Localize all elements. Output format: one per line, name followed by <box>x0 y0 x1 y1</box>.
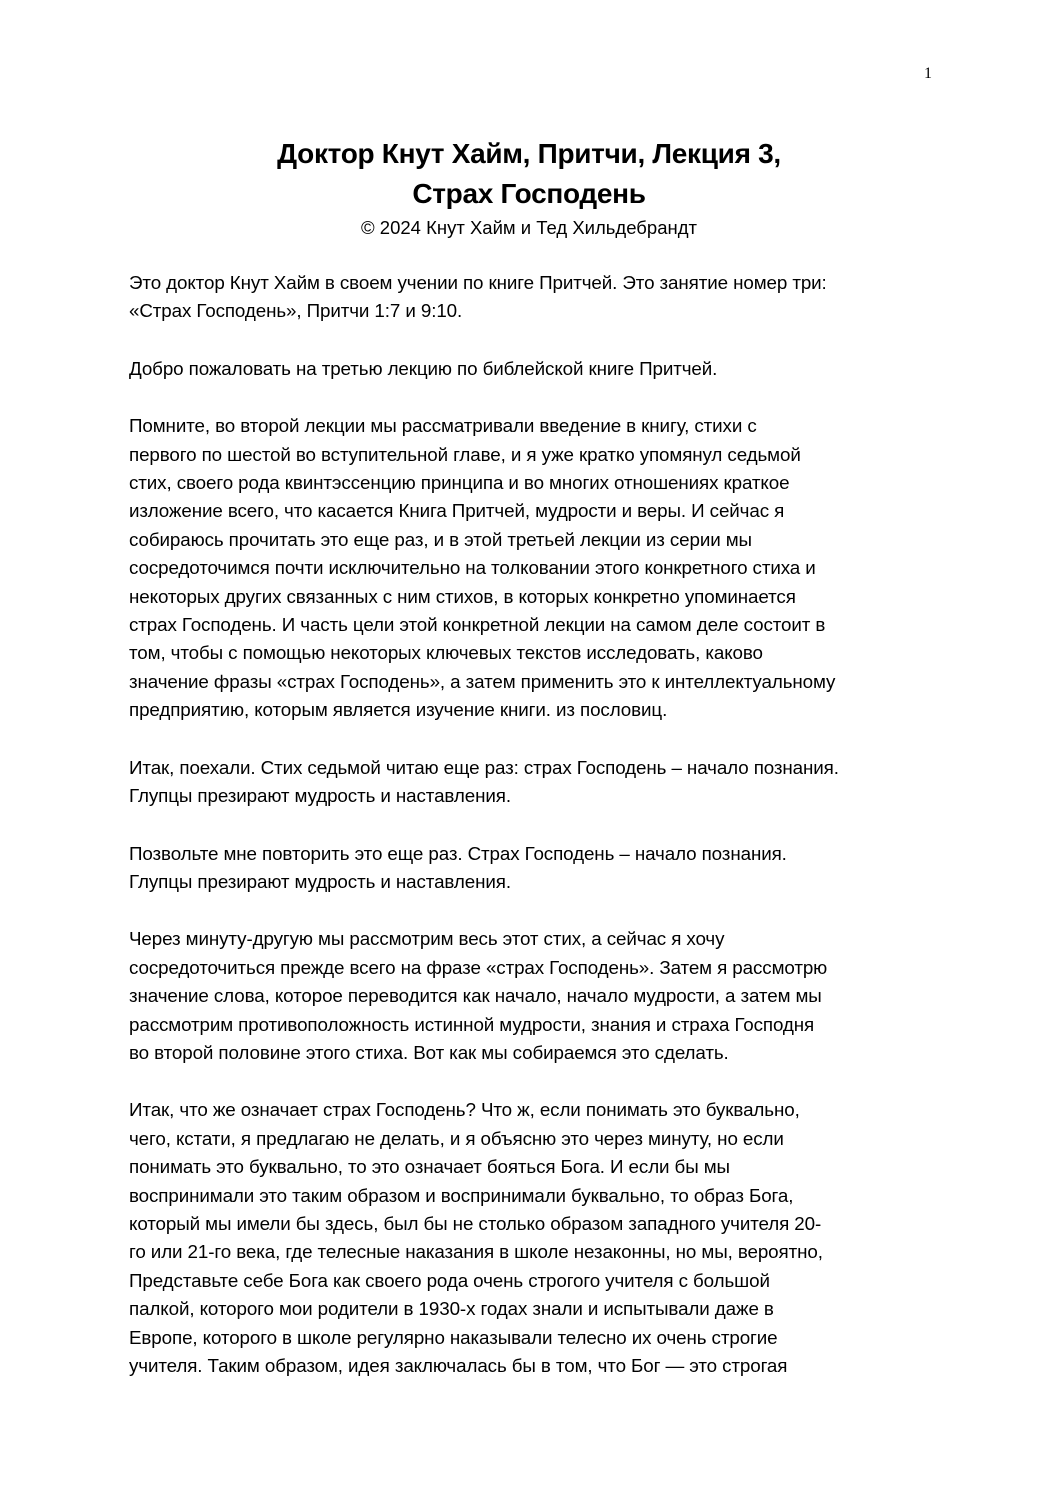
text-line: Добро пожаловать на третью лекцию по библейской книге Притчей. <box>129 357 718 379</box>
document-title-line-1: Доктор Кнут Хайм, Притчи, Лекция 3, <box>277 138 781 169</box>
text-line: Глупцы презирают мудрость и наставления. <box>129 870 511 892</box>
text-line: том, чтобы с помощью некоторых ключевых текстов исследовать, каково <box>129 642 763 664</box>
text-line: значение слова, которое переводится как начало, начало мудрости, а затем мы <box>129 985 822 1007</box>
text-line: стих, своего рода квинтэссенцию принципа и во многих отношениях краткое <box>129 472 790 494</box>
text-line: Это доктор Кнут Хайм в своем учении по книге Притчей. Это занятие номер три: <box>129 272 827 293</box>
paragraph <box>129 412 939 724</box>
text-line: Глупцы презирают мудрость и наставления. <box>129 785 511 807</box>
title-block <box>0 134 1058 242</box>
paragraph <box>129 269 939 326</box>
copyright-notice: © 2024 Кнут Хайм и Тед Хильдебрандт <box>361 217 697 238</box>
text-line: некоторых других связанных с ним стихов, в которых конкретно упоминается <box>129 585 796 607</box>
text-line: Европе, которого в школе регулярно наказывали телесно их очень строгие <box>129 1326 778 1348</box>
document-title-line-2: Страх Господень <box>412 178 646 209</box>
text-line: Помните, во второй лекции мы рассматривали введение в книгу, стихи с <box>129 415 757 437</box>
text-line: изложение всего, что касается Книга Притчей, мудрости и веры. И сейчас я <box>129 500 785 522</box>
text-line: чего, кстати, я предлагаю не делать, и я объясню это через минуту, но если <box>129 1127 784 1149</box>
text-line: собираюсь прочитать это еще раз, и в этой третьей лекции из серии мы <box>129 528 752 550</box>
text-line: Итак, что же означает страх Господень? Что ж, если понимать это буквально, <box>129 1099 800 1121</box>
text-line: который мы имели бы здесь, был бы не столько образом западного учителя 20- <box>129 1212 822 1234</box>
body-text <box>129 269 939 1409</box>
paragraph <box>129 754 939 811</box>
text-line: значение фразы «страх Господень», а затем применить это к интеллектуальному <box>129 670 836 692</box>
text-line: палкой, которого мои родители в 1930-х годах знали и испытывали даже в <box>129 1298 774 1320</box>
text-line: го или 21-го века, где телесные наказания в школе незаконны, но мы, вероятно, <box>129 1241 823 1263</box>
text-line: рассмотрим противоположность истинной мудрости, знания и страха Господня <box>129 1013 815 1035</box>
text-line: Итак, поехали. Стих седьмой читаю еще раз: страх Господень – начало познания. <box>129 756 839 778</box>
text-line: «Страх Господень», Притчи 1:7 и 9:10. <box>129 300 463 322</box>
text-line: во второй половине этого стиха. Вот как мы собираемся это сделать. <box>129 1041 729 1063</box>
text-line: первого по шестой во вступительной главе, и я уже кратко упомянул седьмой <box>129 443 801 465</box>
text-line: воспринимали это таким образом и воспринимали буквально, то образ Бога, <box>129 1184 794 1206</box>
paragraph <box>129 355 939 383</box>
text-line: учителя. Таким образом, идея заключалась бы в том, что Бог — это строгая <box>129 1355 788 1376</box>
text-line: предприятию, которым является изучение книги. из пословиц. <box>129 699 668 721</box>
text-line: Представьте себе Бога как своего рода очень строгого учителя с большой <box>129 1269 770 1291</box>
paragraph <box>129 840 939 897</box>
text-line: сосредоточимся почти исключительно на толковании этого конкретного стиха и <box>129 557 816 579</box>
paragraph <box>129 1096 939 1380</box>
text-line: страх Господень. И часть цели этой конкретной лекции на самом деле состоит в <box>129 614 826 636</box>
page-number: 1 <box>924 65 932 82</box>
paragraph <box>129 925 939 1067</box>
text-line: Позвольте мне повторить это еще раз. Страх Господень – начало познания. <box>129 842 787 864</box>
text-line: понимать это буквально, то это означает бояться Бога. И если бы мы <box>129 1156 730 1178</box>
text-line: сосредоточиться прежде всего на фразе «страх Господень». Затем я рассмотрю <box>129 956 828 978</box>
text-line: Через минуту-другую мы рассмотрим весь этот стих, а сейчас я хочу <box>129 928 725 950</box>
